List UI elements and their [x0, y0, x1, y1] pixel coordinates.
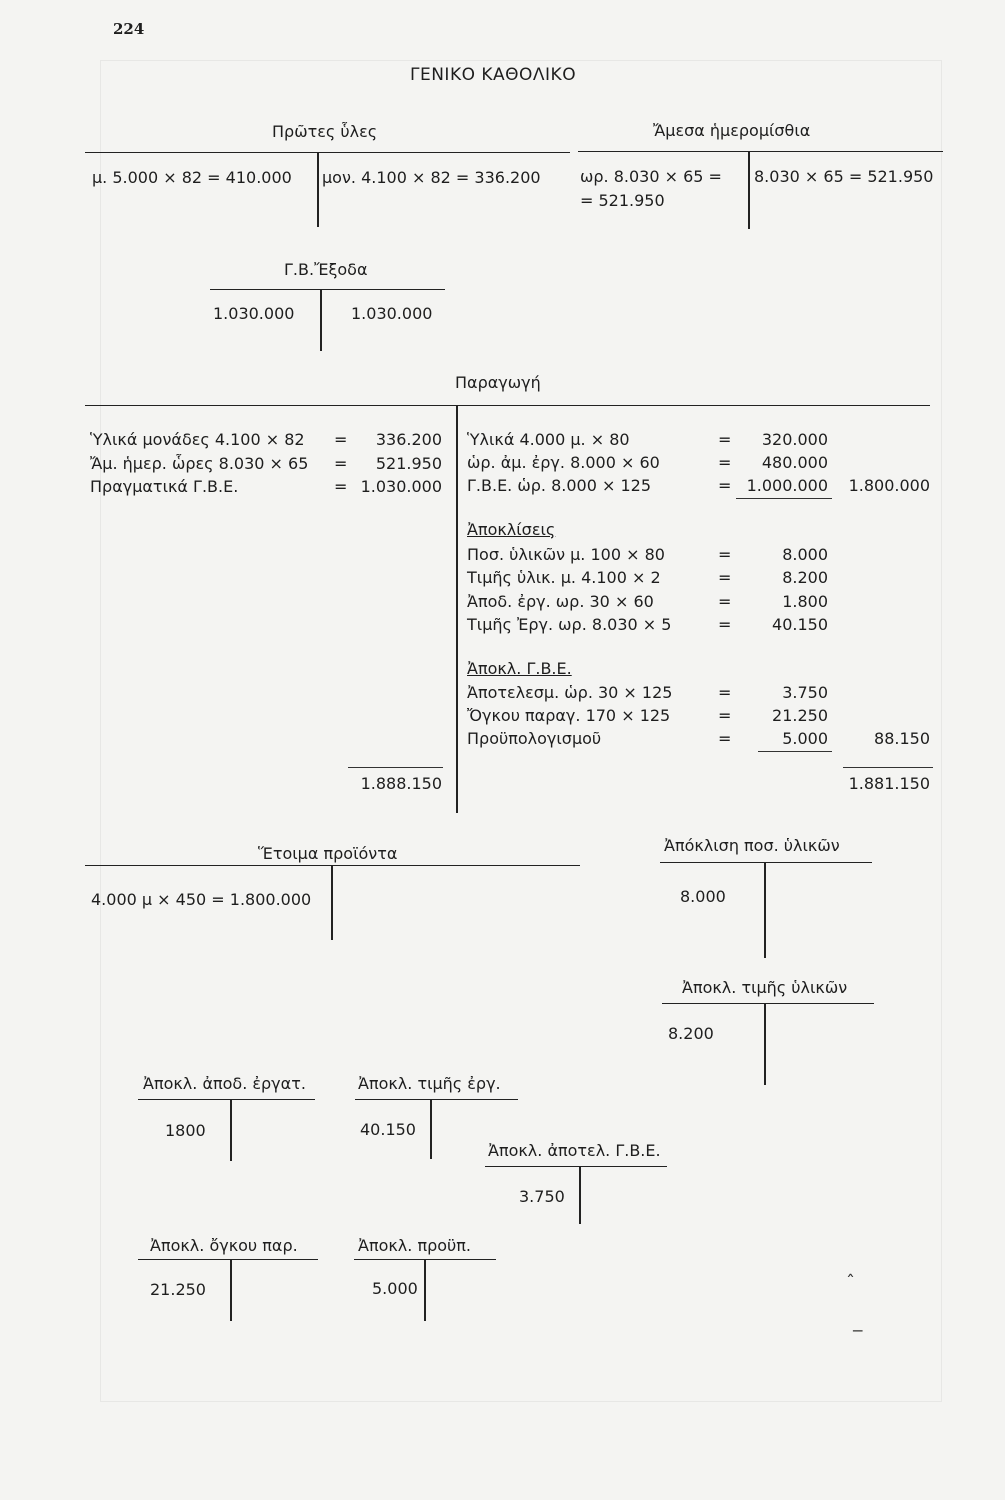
production-credit-total-rule	[843, 767, 933, 768]
volume-variance-vline	[230, 1259, 232, 1321]
budget-variance-debit: 5.000	[372, 1279, 418, 1298]
direct-wages-hline	[578, 151, 943, 152]
production-debit-eq: =	[334, 430, 348, 449]
stray-mark: ˆ	[846, 1272, 855, 1293]
material-qty-variance-vline	[764, 862, 766, 958]
material-price-variance-hline	[662, 1003, 874, 1004]
material-qty-variance-hline	[660, 862, 872, 863]
overhead-result-variance-vline	[579, 1166, 581, 1224]
production-credit-eq: =	[718, 476, 732, 495]
material-qty-variance-title: Ἀπόκλιση ποσ. ὑλικῶν	[664, 836, 840, 855]
variance-label: Ποσ. ὑλικῶν μ. 100 × 80	[467, 545, 665, 564]
variance-label: Ἀποδ. ἐργ. ωρ. 30 × 60	[467, 592, 654, 611]
variances-total: 88.150	[874, 729, 930, 748]
raw-materials-hline	[85, 152, 570, 153]
production-standard-total: 1.800.000	[848, 476, 930, 495]
production-debit-label: Πραγματικά Γ.Β.Ε.	[90, 477, 239, 496]
raw-materials-vline	[317, 152, 319, 227]
overhead-result-variance-title: Ἀποκλ. ἀποτελ. Γ.Β.Ε.	[488, 1141, 661, 1160]
production-credit-eq: =	[718, 430, 732, 449]
production-debit-total: 1.888.150	[360, 774, 442, 793]
direct-wages-vline	[748, 151, 750, 229]
labor-price-variance-title: Ἀποκλ. τιμῆς ἐργ.	[358, 1074, 501, 1093]
labor-price-variance-debit: 40.150	[360, 1120, 416, 1139]
raw-materials-title: Πρῶτες ὗλες	[272, 122, 378, 141]
material-price-variance-title: Ἀποκλ. τιμῆς ὑλικῶν	[682, 978, 848, 997]
production-credit-total: 1.881.150	[848, 774, 930, 793]
overhead-variances-title: Ἀποκλ. Γ.Β.Ε.	[467, 659, 572, 678]
overheads-credit: 1.030.000	[351, 304, 433, 323]
variance-eq: =	[718, 615, 732, 634]
stray-mark: ‒	[852, 1320, 864, 1341]
finished-goods-debit: 4.000 μ × 450 = 1.800.000	[91, 890, 312, 909]
overheads-hline	[210, 289, 445, 290]
overhead-variance-value: 3.750	[782, 683, 828, 702]
page-number: 224	[113, 20, 145, 38]
variance-eq: =	[718, 568, 732, 587]
volume-variance-hline	[138, 1259, 318, 1260]
labor-efficiency-variance-title: Ἀποκλ. ἀποδ. ἐργατ.	[143, 1074, 306, 1093]
overhead-variance-value: 21.250	[772, 706, 828, 725]
overhead-result-variance-debit: 3.750	[519, 1187, 565, 1206]
production-debit-total-rule	[348, 767, 443, 768]
direct-wages-credit: 8.030 × 65 = 521.950	[754, 167, 934, 186]
variance-value: 8.000	[782, 545, 828, 564]
variances-title: Ἀποκλίσεις	[467, 520, 556, 539]
production-credit-label: Ὑλικά 4.000 μ. × 80	[467, 430, 630, 449]
labor-efficiency-variance-hline	[138, 1099, 315, 1100]
overhead-variance-eq: =	[718, 729, 732, 748]
production-credit-label: ὡρ. ἀμ. ἐργ. 8.000 × 60	[467, 453, 660, 472]
material-price-variance-vline	[764, 1003, 766, 1085]
finished-goods-vline	[331, 865, 333, 940]
volume-variance-debit: 21.250	[150, 1280, 206, 1299]
production-debit-label: Ἄμ. ἡμερ. ὧρες 8.030 × 65	[90, 454, 309, 473]
material-qty-variance-debit: 8.000	[680, 887, 726, 906]
overheads-title: Γ.Β.Ἔξοδα	[284, 260, 368, 279]
standard-sum-rule	[736, 498, 832, 499]
variances-sum-rule	[758, 751, 832, 752]
direct-wages-title: Ἄμεσα ἡμερομίσθια	[653, 121, 811, 140]
variance-value: 8.200	[782, 568, 828, 587]
production-credit-value: 480.000	[761, 453, 828, 472]
production-debit-value: 336.200	[375, 430, 442, 449]
finished-goods-title: Ἕτοιμα προϊόντα	[258, 844, 398, 863]
overhead-variance-label: Ἀποτελεσμ. ὡρ. 30 × 125	[467, 683, 673, 702]
production-title: Παραγωγή	[455, 373, 541, 392]
page-title: ΓΕΝΙΚΟ ΚΑΘΟΛΙΚΟ	[410, 65, 577, 85]
labor-price-variance-hline	[355, 1099, 518, 1100]
overhead-variance-eq: =	[718, 706, 732, 725]
production-credit-eq: =	[718, 453, 732, 472]
material-price-variance-debit: 8.200	[668, 1024, 714, 1043]
production-debit-value: 521.950	[375, 454, 442, 473]
overhead-variance-label: Προϋπολογισμοῦ	[467, 729, 602, 748]
production-vline	[456, 405, 458, 813]
variance-eq: =	[718, 545, 732, 564]
budget-variance-title: Ἀποκλ. προϋπ.	[358, 1236, 471, 1255]
overhead-variance-value: 5.000	[782, 729, 828, 748]
variance-eq: =	[718, 592, 732, 611]
overhead-variance-eq: =	[718, 683, 732, 702]
production-credit-value: 1.000.000	[746, 476, 828, 495]
labor-efficiency-variance-vline	[230, 1099, 232, 1161]
production-credit-label: Γ.Β.Ε. ὡρ. 8.000 × 125	[467, 476, 651, 495]
production-debit-value: 1.030.000	[360, 477, 442, 496]
labor-efficiency-variance-debit: 1800	[165, 1121, 206, 1140]
overhead-variance-label: Ὄγκου παραγ. 170 × 125	[467, 706, 671, 725]
direct-wages-debit-2: = 521.950	[580, 191, 665, 210]
variance-value: 40.150	[772, 615, 828, 634]
raw-materials-credit: μον. 4.100 × 82 = 336.200	[322, 168, 541, 187]
variance-label: Τιμῆς ὑλικ. μ. 4.100 × 2	[467, 568, 661, 587]
direct-wages-debit-1: ωρ. 8.030 × 65 =	[580, 167, 722, 186]
production-debit-label: Ὑλικά μονάδες 4.100 × 82	[90, 430, 305, 449]
production-debit-eq: =	[334, 454, 348, 473]
overheads-vline	[320, 289, 322, 351]
production-hline	[85, 405, 930, 406]
production-credit-value: 320.000	[761, 430, 828, 449]
overhead-result-variance-hline	[485, 1166, 667, 1167]
variance-label: Τιμῆς Ἐργ. ωρ. 8.030 × 5	[467, 615, 672, 634]
budget-variance-vline	[424, 1259, 426, 1321]
overheads-debit: 1.030.000	[213, 304, 295, 323]
raw-materials-debit: μ. 5.000 × 82 = 410.000	[92, 168, 292, 187]
production-debit-eq: =	[334, 477, 348, 496]
labor-price-variance-vline	[430, 1099, 432, 1159]
volume-variance-title: Ἀποκλ. ὄγκου παρ.	[150, 1236, 298, 1255]
variance-value: 1.800	[782, 592, 828, 611]
